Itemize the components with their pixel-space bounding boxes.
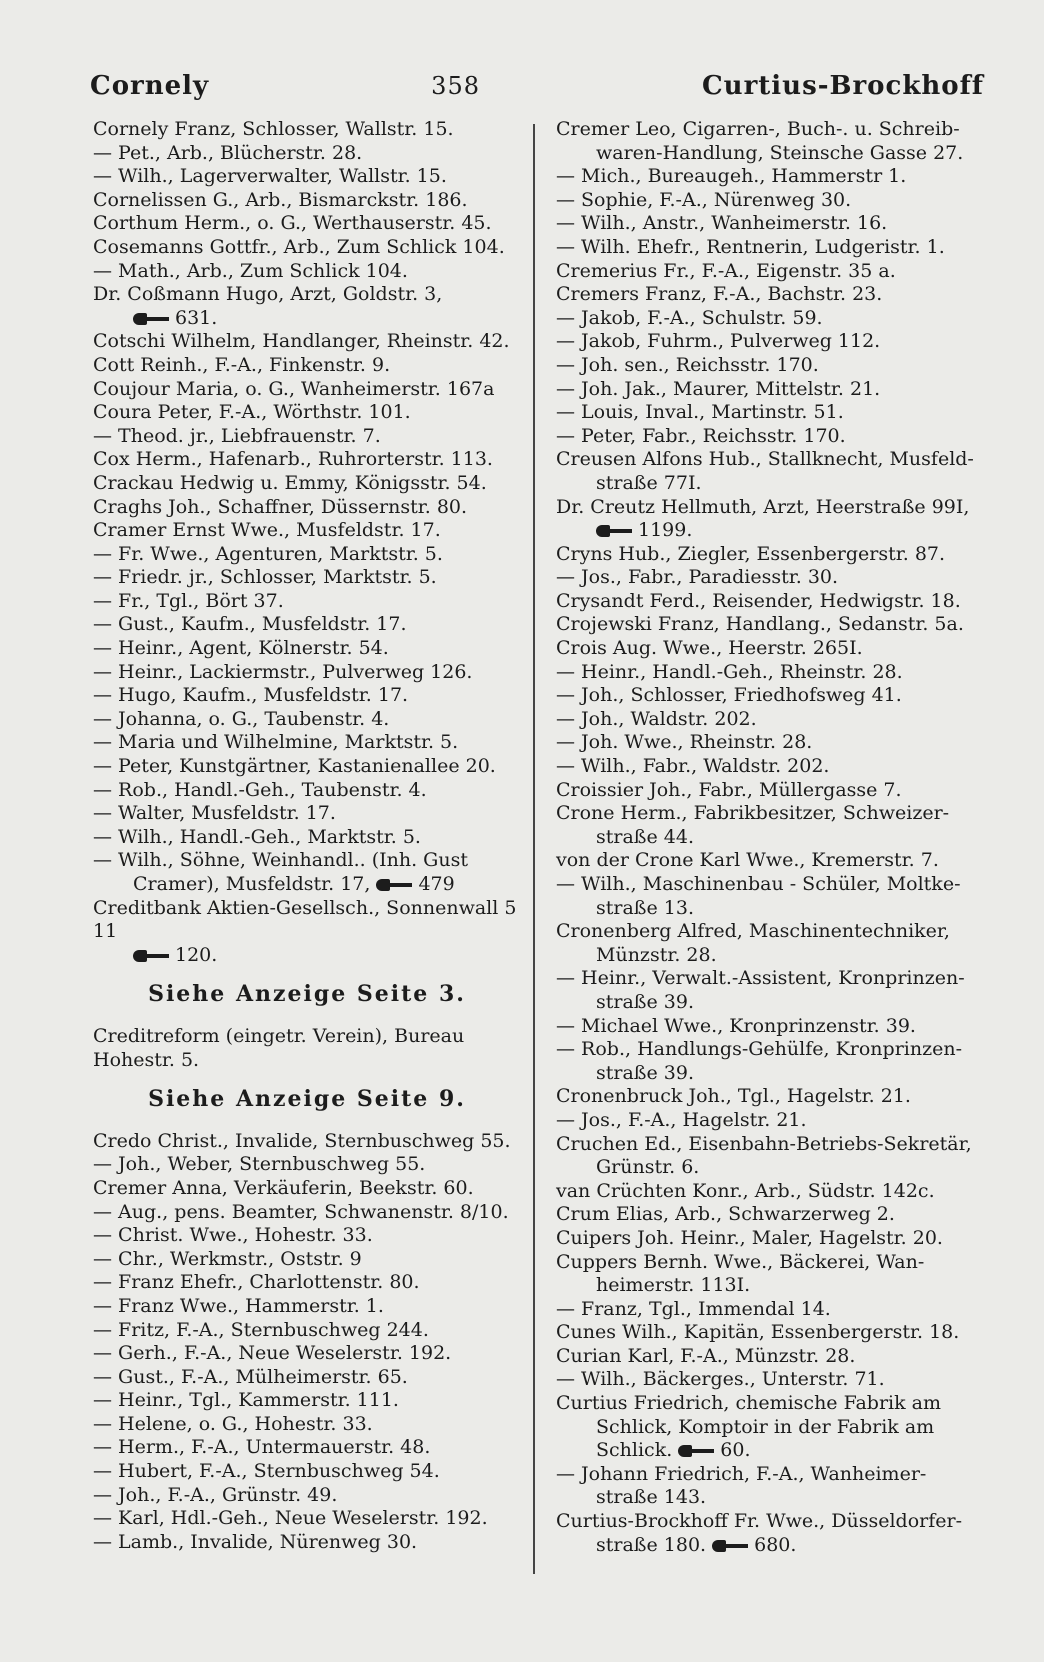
- list-item: — Pet., Arb., Blücherstr. 28.: [93, 141, 363, 164]
- right-column: [556, 118, 988, 1557]
- list-item: — Theod. jr., Liebfrauenstr. 7.: [93, 424, 381, 447]
- advertisement-note: Siehe Anzeige Seite 9.: [148, 1086, 466, 1113]
- telephone-icon: [133, 312, 169, 326]
- list-item: Schlick, Komptoir in der Fabrik am: [596, 1415, 935, 1438]
- list-item: heimerstr. 113I.: [596, 1274, 751, 1297]
- list-item: — Joh., Weber, Sternbuschweg 55.: [93, 1153, 426, 1176]
- list-item: Coura Peter, F.-A., Wörthstr. 101.: [93, 401, 411, 424]
- list-item: — Joh., Waldstr. 202.: [556, 707, 757, 730]
- header-right: Curtius-Brockhoff: [701, 71, 984, 101]
- list-item: straße 44.: [596, 825, 694, 848]
- list-item: — Heinr., Verwalt.-Assistent, Kronprinzen-: [556, 967, 965, 990]
- advertisement-note: Siehe Anzeige Seite 3.: [148, 981, 466, 1008]
- list-item: Cronenberg Alfred, Maschinentechniker,: [556, 920, 950, 943]
- list-item: Crojewski Franz, Handlang., Sedanstr. 5a.: [556, 613, 964, 636]
- list-item: — Gust., F.-A., Mülheimerstr. 65.: [93, 1365, 408, 1388]
- list-item: — Johann Friedrich, F.-A., Wanheimer-: [556, 1462, 927, 1485]
- list-item: — Sophie, F.-A., Nürenweg 30.: [556, 188, 852, 211]
- list-item: — Helene, o. G., Hohestr. 33.: [93, 1412, 373, 1435]
- list-item: — Joh., Schlosser, Friedhofsweg 41.: [556, 684, 902, 707]
- left-column: [93, 118, 521, 1554]
- list-item: Cremer Anna, Verkäuferin, Beekstr. 60.: [93, 1176, 474, 1199]
- telephone-icon: [678, 1444, 714, 1458]
- list-item: Cramer Ernst Wwe., Musfeldstr. 17.: [93, 519, 441, 542]
- list-item: Creusen Alfons Hub., Stallknecht, Musfeld-: [556, 448, 974, 471]
- list-item: — Fr. Wwe., Agenturen, Marktstr. 5.: [93, 542, 443, 565]
- list-item: waren-Handlung, Steinsche Gasse 27.: [596, 141, 964, 164]
- list-item: van Crüchten Konr., Arb., Südstr. 142c.: [556, 1179, 935, 1202]
- list-item: — Peter, Kunstgärtner, Kastanienallee 20.: [93, 755, 496, 778]
- list-item: Credo Christ., Invalide, Sternbuschweg 55.: [93, 1129, 511, 1152]
- list-item: Curian Karl, F.-A., Münzstr. 28.: [556, 1344, 856, 1367]
- list-item: Crone Herm., Fabrikbesitzer, Schweizer-: [556, 802, 950, 825]
- page-number: 358: [431, 72, 480, 100]
- list-item: — Wilh., Bäckerges., Unterstr. 71.: [556, 1368, 885, 1391]
- list-item: — Herm., F.-A., Untermauerstr. 48.: [93, 1436, 431, 1459]
- list-item: — Jakob, Fuhrm., Pulverweg 112.: [556, 330, 881, 353]
- list-item: Cremerius Fr., F.-A., Eigenstr. 35 a.: [556, 259, 896, 282]
- list-item: Cunes Wilh., Kapitän, Essenbergerstr. 18.: [556, 1321, 960, 1344]
- list-item: Cott Reinh., F.-A., Finkenstr. 9.: [93, 353, 391, 376]
- list-item: Crois Aug. Wwe., Heerstr. 265I.: [556, 637, 863, 660]
- list-item: — Gust., Kaufm., Musfeldstr. 17.: [93, 613, 407, 636]
- list-item: Crum Elias, Arb., Schwarzerweg 2.: [556, 1203, 895, 1226]
- list-item: — Gerh., F.-A., Neue Weselerstr. 192.: [93, 1342, 452, 1365]
- list-item: — Rob., Handlungs-Gehülfe, Kronprinzen-: [556, 1038, 962, 1061]
- list-item: Cremer Leo, Cigarren-, Buch-. u. Schreib-: [556, 118, 960, 140]
- list-item: Cuppers Bernh. Wwe., Bäckerei, Wan-: [556, 1250, 925, 1273]
- list-item: — Lamb., Invalide, Nürenweg 30.: [93, 1530, 418, 1553]
- list-item: straße 39.: [596, 990, 694, 1013]
- list-item: — Jos., F.-A., Hagelstr. 21.: [556, 1108, 807, 1131]
- list-item: Cruchen Ed., Eisenbahn-Betriebs-Sekretär,: [556, 1132, 972, 1155]
- list-item: Schlick. 60.: [596, 1439, 751, 1462]
- list-item: — Hugo, Kaufm., Musfeldstr. 17.: [93, 684, 409, 707]
- list-item: — Franz, Tgl., Immendal 14.: [556, 1297, 831, 1320]
- page-header: [90, 66, 984, 106]
- list-item: — Walter, Musfeldstr. 17.: [93, 802, 336, 825]
- list-item: — Peter, Fabr., Reichsstr. 170.: [556, 424, 846, 447]
- list-item: — Louis, Inval., Martinstr. 51.: [556, 401, 844, 424]
- list-item: — Mich., Bureaugeh., Hammerstr 1.: [556, 165, 907, 188]
- list-item: straße 13.: [596, 896, 694, 919]
- list-item: — Heinr., Lackiermstr., Pulverweg 126.: [93, 660, 473, 683]
- list-item: Cryns Hub., Ziegler, Essenbergerstr. 87.: [556, 542, 946, 565]
- list-item: — Fritz, F.-A., Sternbuschweg 244.: [93, 1318, 429, 1341]
- list-item: Curtius-Brockhoff Fr. Wwe., Düsseldorfer-: [556, 1510, 962, 1533]
- column-divider: [533, 124, 535, 1574]
- list-item: Craghs Joh., Schaffner, Düssernstr. 80.: [93, 495, 468, 518]
- list-item: — Heinr., Tgl., Kammerstr. 111.: [93, 1389, 399, 1412]
- telephone-icon: [133, 949, 169, 963]
- list-item: Cosemanns Gottfr., Arb., Zum Schlick 104.: [93, 235, 505, 258]
- list-item: Hohestr. 5.: [93, 1048, 200, 1071]
- list-item: Cronenbruck Joh., Tgl., Hagelstr. 21.: [556, 1085, 911, 1108]
- list-item: — Friedr. jr., Schlosser, Marktstr. 5.: [93, 566, 437, 589]
- list-item: Creditbank Aktien-Gesellsch., Sonnenwall 5 11: [93, 896, 517, 943]
- list-item: Münzstr. 28.: [596, 943, 717, 966]
- list-item: von der Crone Karl Wwe., Kremerstr. 7.: [556, 849, 939, 872]
- telephone-icon: [712, 1539, 748, 1553]
- list-item: — Heinr., Agent, Kölnerstr. 54.: [93, 637, 389, 660]
- list-item: — Rob., Handl.-Geh., Taubenstr. 4.: [93, 778, 427, 801]
- list-item: straße 180. 680.: [596, 1533, 797, 1556]
- list-item: Dr. Creutz Hellmuth, Arzt, Heerstraße 99I,: [556, 495, 970, 518]
- list-item: — Fr., Tgl., Bört 37.: [93, 589, 284, 612]
- list-item: — Jakob, F.-A., Schulstr. 59.: [556, 306, 823, 329]
- list-item: Cramer), Musfeldstr. 17, 479: [133, 873, 455, 895]
- list-item: — Aug., pens. Beamter, Schwanenstr. 8/10.: [93, 1200, 509, 1223]
- list-item: 631.: [93, 307, 521, 331]
- list-item: — Chr., Werkmstr., Oststr. 9: [93, 1247, 362, 1270]
- list-item: — Johanna, o. G., Taubenstr. 4.: [93, 707, 390, 730]
- list-item: — Wilh., Söhne, Weinhandl.. (Inh. Gust: [93, 849, 468, 872]
- header-left: Cornely: [90, 71, 210, 101]
- list-item: — Karl, Hdl.-Geh., Neue Weselerstr. 192.: [93, 1507, 488, 1530]
- list-item: Curtius Friedrich, chemische Fabrik am: [556, 1392, 942, 1415]
- list-item: — Christ. Wwe., Hohestr. 33.: [93, 1224, 373, 1247]
- list-item: Crysandt Ferd., Reisender, Hedwigstr. 18.: [556, 589, 961, 612]
- list-item: Cotschi Wilhelm, Handlanger, Rheinstr. 42.: [93, 330, 510, 353]
- list-item: — Michael Wwe., Kronprinzenstr. 39.: [556, 1014, 916, 1037]
- list-item: — Joh. Jak., Maurer, Mittelstr. 21.: [556, 377, 881, 400]
- list-item: straße 143.: [596, 1486, 707, 1509]
- list-item: — Joh. Wwe., Rheinstr. 28.: [556, 731, 813, 754]
- list-item: straße 39.: [596, 1061, 694, 1084]
- list-item: Cuipers Joh. Heinr., Maler, Hagelstr. 20.: [556, 1226, 943, 1249]
- list-item: 1199.: [556, 519, 988, 543]
- list-item: — Wilh., Lagerverwalter, Wallstr. 15.: [93, 165, 447, 188]
- list-item: Cox Herm., Hafenarb., Ruhrorterstr. 113.: [93, 448, 493, 471]
- list-item: Crackau Hedwig u. Emmy, Königsstr. 54.: [93, 471, 487, 494]
- telephone-icon: [596, 524, 632, 538]
- list-item: Coujour Maria, o. G., Wanheimerstr. 167a: [93, 377, 495, 400]
- list-item: — Maria und Wilhelmine, Marktstr. 5.: [93, 731, 459, 754]
- list-item: Cornelissen G., Arb., Bismarckstr. 186.: [93, 188, 468, 211]
- list-item: — Joh., F.-A., Grünstr. 49.: [93, 1483, 338, 1506]
- list-item: 120.: [93, 944, 521, 968]
- list-item: Grünstr. 6.: [596, 1156, 700, 1179]
- list-item: Cornely Franz, Schlosser, Wallstr. 15.: [93, 118, 454, 140]
- list-item: straße 77I.: [596, 471, 702, 494]
- list-item: — Wilh., Fabr., Waldstr. 202.: [556, 755, 830, 778]
- list-item: Croissier Joh., Fabr., Müllergasse 7.: [556, 778, 902, 801]
- list-item: Corthum Herm., o. G., Werthauserstr. 45.: [93, 212, 492, 235]
- list-item: — Wilh., Maschinenbau - Schüler, Moltke-: [556, 873, 961, 895]
- list-item: Dr. Coßmann Hugo, Arzt, Goldstr. 3,: [93, 283, 443, 306]
- list-item: — Joh. sen., Reichsstr. 170.: [556, 353, 819, 376]
- list-item: Cremers Franz, F.-A., Bachstr. 23.: [556, 283, 883, 306]
- list-item: — Math., Arb., Zum Schlick 104.: [93, 259, 408, 282]
- list-item: — Franz Wwe., Hammerstr. 1.: [93, 1294, 384, 1317]
- list-item: Creditreform (eingetr. Verein), Bureau: [93, 1024, 465, 1047]
- list-item: — Jos., Fabr., Paradiesstr. 30.: [556, 566, 839, 589]
- list-item: — Hubert, F.-A., Sternbuschweg 54.: [93, 1460, 440, 1483]
- list-item: — Heinr., Handl.-Geh., Rheinstr. 28.: [556, 660, 903, 683]
- list-item: — Wilh., Handl.-Geh., Marktstr. 5.: [93, 825, 421, 848]
- list-item: — Wilh. Ehefr., Rentnerin, Ludgeristr. 1.: [556, 235, 945, 258]
- list-item: — Wilh., Anstr., Wanheimerstr. 16.: [556, 212, 888, 235]
- list-item: — Franz Ehefr., Charlottenstr. 80.: [93, 1271, 420, 1294]
- telephone-icon: [376, 878, 412, 892]
